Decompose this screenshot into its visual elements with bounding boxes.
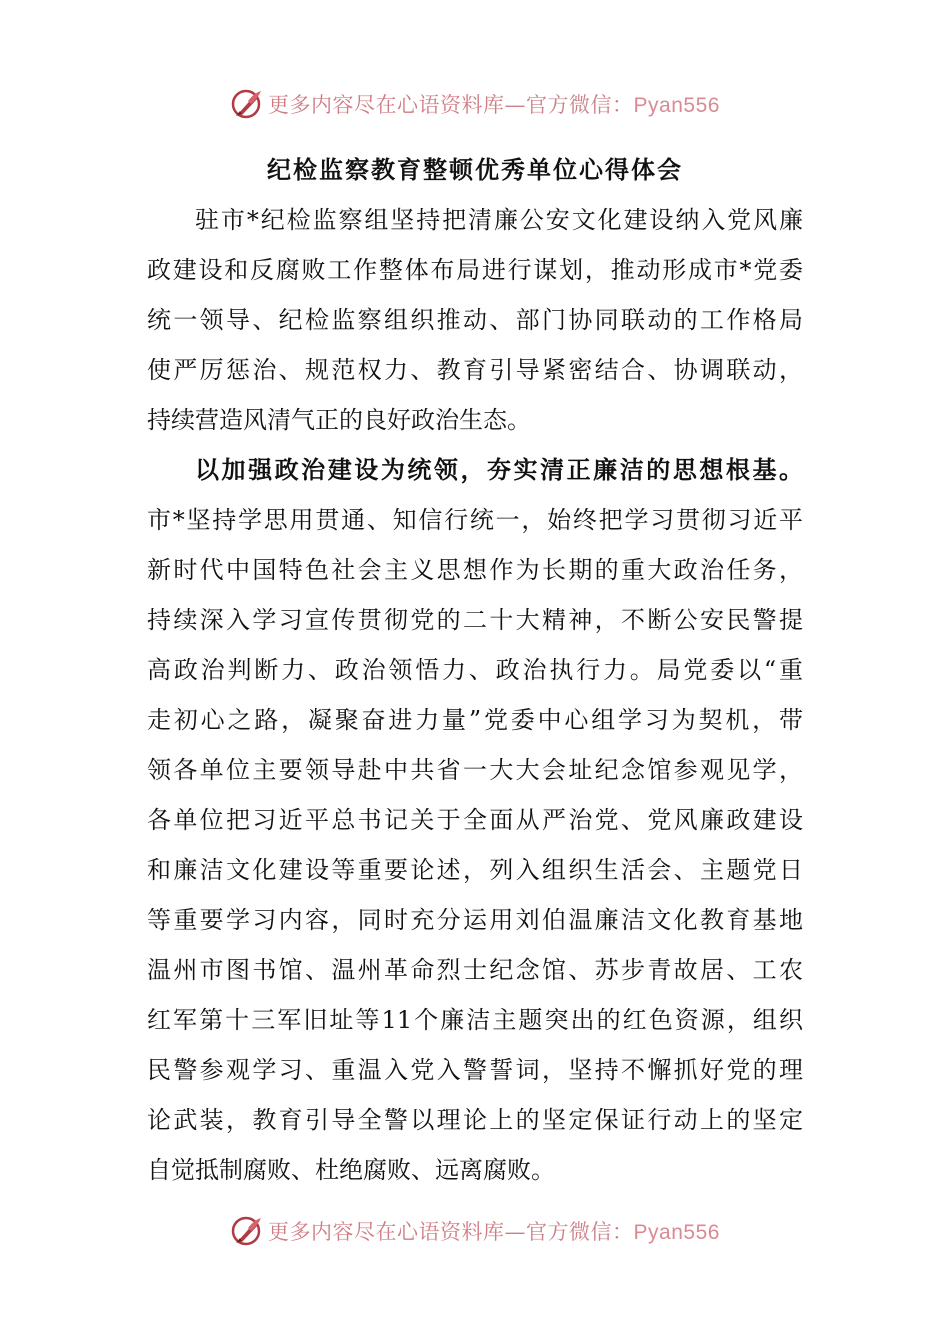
body-line: 民警参观学习、重温入党入警誓词，坚持不懈抓好党的理 xyxy=(147,1056,803,1084)
section-heading: 以加强政治建设为统领，夯实清正廉洁的思想根基。 xyxy=(195,456,803,484)
body-line: 论武装，教育引导全警以理论上的坚定保证行动上的坚定 xyxy=(147,1106,803,1134)
body-line: 市*坚持学思用贯通、知信行统一，始终把学习贯彻习近平 xyxy=(147,506,803,534)
body-line: 使严厉惩治、规范权力、教育引导紧密结合、协调联动， xyxy=(147,356,803,384)
body-line: 和廉洁文化建设等重要论述，列入组织生活会、主题党日 xyxy=(147,856,803,884)
body-line: 持续深入学习宣传贯彻党的二十大精神，不断公安民警提 xyxy=(147,606,803,634)
watermark-text xyxy=(268,1216,720,1246)
body-line: 走初心之路，凝聚奋进力量”党委中心组学习为契机，带 xyxy=(147,706,803,734)
watermark-dash: — xyxy=(504,1220,527,1244)
body-line: 各单位把习近平总书记关于全面从严治党、党风廉政建设 xyxy=(147,806,803,834)
watermark-dash: — xyxy=(504,93,527,117)
watermark-label: 官方微信： xyxy=(526,1220,634,1244)
watermark-text xyxy=(268,89,720,119)
document-title: 纪检监察教育整顿优秀单位心得体会 xyxy=(267,156,683,184)
body-line: 领各单位主要领导赴中共省一大大会址纪念馆参观见学， xyxy=(147,756,803,784)
body-line: 驻市*纪检监察组坚持把清廉公安文化建设纳入党风廉 xyxy=(195,206,803,234)
body-line: 统一领导、纪检监察组织推动、部门协同联动的工作格局 xyxy=(147,306,803,334)
body-line: 温州市图书馆、温州革命烈士纪念馆、苏步青故居、工农 xyxy=(147,956,803,984)
watermark-wechat-id: Pyan556 xyxy=(633,1221,720,1244)
quill-logo-icon xyxy=(230,87,264,121)
body-line: 政建设和反腐败工作整体布局进行谋划，推动形成市*党委 xyxy=(147,256,803,284)
header-watermark-banner xyxy=(0,84,950,124)
footer-watermark-banner xyxy=(0,1211,950,1251)
watermark-brand: 更多内容尽在心语资料库 xyxy=(268,1220,505,1244)
body-line: 新时代中国特色社会主义思想作为长期的重大政治任务， xyxy=(147,556,803,584)
quill-logo-icon xyxy=(230,1214,264,1248)
watermark-wechat-id: Pyan556 xyxy=(633,94,720,117)
watermark-label: 官方微信： xyxy=(526,93,634,117)
watermark-brand: 更多内容尽在心语资料库 xyxy=(268,93,505,117)
body-line: 红军第十三军旧址等11个廉洁主题突出的红色资源，组织 xyxy=(147,1006,803,1034)
body-line: 等重要学习内容，同时充分运用刘伯温廉洁文化教育基地 xyxy=(147,906,803,934)
body-line: 持续营造风清气正的良好政治生态。 xyxy=(147,406,531,434)
body-line: 高政治判断力、政治领悟力、政治执行力。局党委以“重 xyxy=(147,656,803,684)
body-line: 自觉抵制腐败、杜绝腐败、远离腐败。 xyxy=(147,1156,555,1184)
